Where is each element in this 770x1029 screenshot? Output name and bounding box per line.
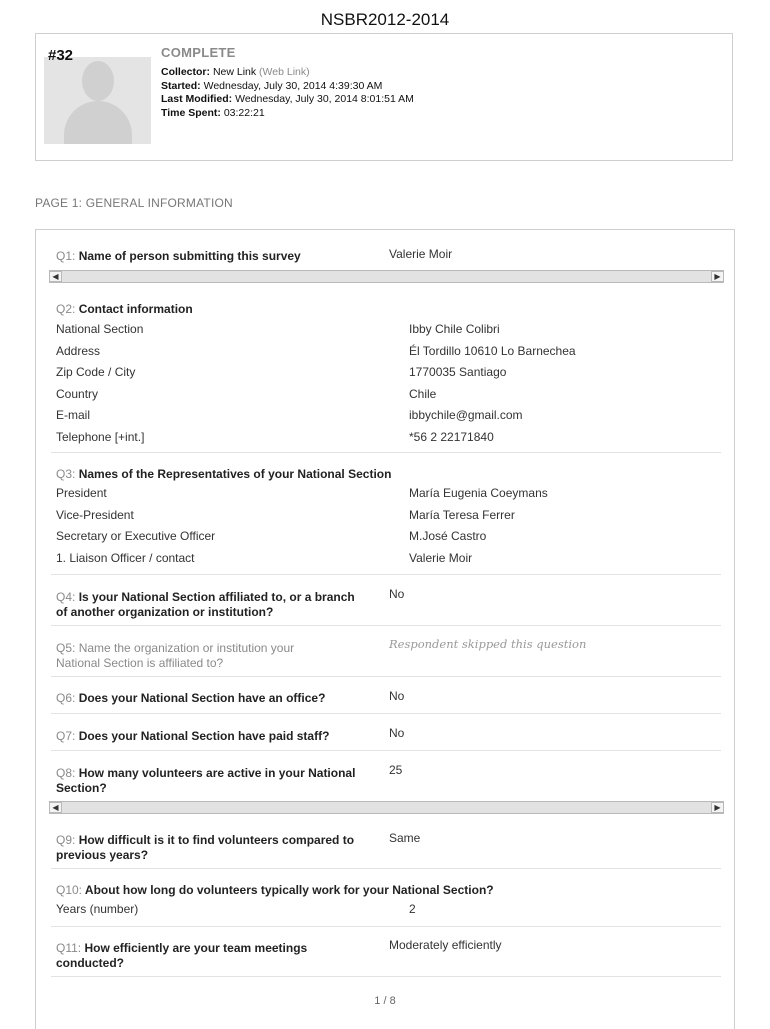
question-title: Q4: Is your National Section affiliated to, or a branch of another organization or institution? bbox=[56, 590, 355, 619]
respondent-number: #32 bbox=[48, 47, 74, 64]
question-1 bbox=[56, 249, 714, 264]
questions-card bbox=[35, 229, 735, 1029]
started-line: Started: Wednesday, July 30, 2014 4:39:30 AM bbox=[161, 79, 383, 92]
question-6 bbox=[56, 691, 714, 706]
question-title: Q9: How difficult is it to find volunteers compared to previous years? bbox=[56, 833, 355, 862]
question-8 bbox=[56, 766, 714, 796]
time-spent-value: 03:22:21 bbox=[223, 106, 265, 119]
question-title: Q8: How many volunteers are active in your National Section? bbox=[56, 766, 356, 795]
table-row: Years (number) 2 bbox=[56, 902, 416, 916]
last-modified-line: Last Modified: Wednesday, July 30, 2014 8:01:51 AM bbox=[161, 93, 414, 105]
question-5 bbox=[56, 641, 714, 671]
representatives-rows bbox=[56, 483, 714, 569]
divider bbox=[51, 750, 721, 751]
table-row: President María Eugenia Coeymans bbox=[56, 486, 548, 500]
table-row: Secretary or Executive Officer M.José Castro bbox=[56, 529, 487, 544]
collector-sub: (Web Link) bbox=[259, 66, 310, 78]
contact-rows bbox=[56, 319, 714, 449]
question-title: Q7: Does your National Section have paid staff? bbox=[56, 729, 330, 743]
scroll-left-icon[interactable]: ◀ bbox=[49, 802, 62, 813]
avatar bbox=[44, 57, 151, 144]
divider bbox=[51, 926, 721, 927]
question-7 bbox=[56, 729, 714, 744]
answer-11: Moderately efficiently bbox=[389, 938, 502, 952]
answer-7: No bbox=[389, 726, 405, 740]
divider bbox=[51, 574, 721, 575]
collector-value: New Link bbox=[212, 66, 257, 78]
question-10 bbox=[56, 883, 714, 921]
question-title: Q11: How efficiently are your team meetings conducted? bbox=[56, 941, 308, 970]
table-row: Telephone [+int.] *56 2 22171840 bbox=[56, 429, 494, 444]
divider bbox=[51, 452, 721, 453]
time-spent-line: Time Spent: 03:22:21 bbox=[161, 106, 265, 119]
respondent-header bbox=[35, 33, 733, 161]
started-value: Wednesday, July 30, 2014 4:39:30 AM bbox=[203, 79, 383, 92]
question-title: Q2: Contact information bbox=[56, 302, 193, 316]
document-title: NSBR2012-2014 bbox=[320, 10, 450, 29]
question-2 bbox=[56, 302, 714, 449]
divider bbox=[51, 868, 721, 869]
last-modified-value: Wednesday, July 30, 2014 8:01:51 AM bbox=[235, 93, 414, 105]
table-row: 1. Liaison Officer / contact Valerie Moir bbox=[56, 550, 473, 565]
answer-1: Valerie Moir bbox=[389, 247, 453, 261]
table-row: National Section Ibby Chile Colibri bbox=[56, 322, 500, 336]
answer-4: No bbox=[389, 587, 405, 601]
table-row: Country Chile bbox=[56, 386, 437, 401]
table-row: E-mail ibbychile@gmail.com bbox=[56, 408, 523, 423]
question-3 bbox=[56, 467, 714, 569]
question-4 bbox=[56, 590, 714, 620]
divider bbox=[51, 676, 721, 677]
question-9 bbox=[56, 833, 714, 863]
table-row: Address Él Tordillo 10610 Lo Barnechea bbox=[56, 343, 576, 358]
answer-8: 25 bbox=[389, 763, 403, 777]
divider bbox=[51, 713, 721, 714]
question-title: Q5: Name the organization or institution your National Section is affiliated to? bbox=[56, 641, 295, 670]
question-title: Q3: Names of the Representatives of your National Section bbox=[56, 467, 392, 481]
answer-9: Same bbox=[389, 831, 421, 845]
scroll-right-icon[interactable]: ▶ bbox=[711, 271, 724, 282]
table-row: Vice-President María Teresa Ferrer bbox=[56, 507, 515, 522]
page-number: 1 / 8 bbox=[374, 995, 396, 1007]
respondent-meta bbox=[161, 45, 414, 120]
divider bbox=[51, 625, 721, 626]
table-row: Zip Code / City 1770035 Santiago bbox=[56, 365, 507, 380]
scroll-left-icon[interactable]: ◀ bbox=[49, 271, 62, 282]
question-title: Q6: Does your National Section have an office? bbox=[56, 691, 326, 705]
horizontal-scrollbar[interactable] bbox=[49, 801, 724, 814]
question-11 bbox=[56, 941, 714, 971]
status-badge: COMPLETE bbox=[161, 45, 236, 60]
question-title: Q10: About how long do volunteers typically work for your National Section? bbox=[56, 883, 494, 897]
skipped-answer: Respondent skipped this question bbox=[389, 637, 587, 651]
page-heading: PAGE 1: GENERAL INFORMATION bbox=[35, 196, 233, 210]
answer-6: No bbox=[389, 689, 405, 703]
collector-line: Collector: New Link (Web Link) bbox=[161, 66, 310, 78]
question-title: Q1: Name of person submitting this survey bbox=[56, 249, 301, 263]
divider bbox=[51, 976, 721, 977]
horizontal-scrollbar[interactable] bbox=[49, 270, 724, 283]
scroll-right-icon[interactable]: ▶ bbox=[711, 802, 724, 813]
